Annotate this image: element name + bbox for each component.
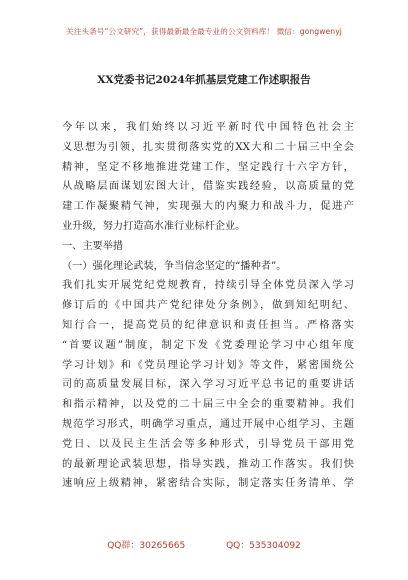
- header-banner: 关注头条号“公文研究”，获得最新最全最专业的公文资料库！ 微信：gongwenyj: [66, 27, 342, 36]
- body-line: 今年以来，我们始终以习近平新时代中国特色社会主: [62, 122, 354, 133]
- document-body: [62, 118, 354, 494]
- body-line: 和指示精神，以及党的二十届三中全会的重要精神。我们: [62, 399, 354, 411]
- body-line: “首要议题”制度，制定下发《党委理论学习中心组年度: [62, 339, 354, 351]
- body-line: 知行合一，提高党员的纪律意识和责任担当。严格落实: [62, 319, 354, 331]
- section-heading: 一、主要举措: [62, 240, 124, 252]
- body-line: 学习计划》和《党员理论学习计划》等文件，紧密围绕公: [62, 359, 354, 371]
- subsection-heading: （一）强化理论武装，争当信念坚定的“播种者”。: [62, 260, 287, 272]
- body-line: 修订后的《中国共产党纪律处分条例》，做到知纪明纪、: [62, 300, 354, 312]
- body-line: 业升级，努力打造高水准行业标杆企业。: [62, 220, 246, 232]
- body-line: 从战略层面谋划宏图大计，借鉴实践经验，以高质量的党: [62, 181, 354, 193]
- body-line: 义思想为引领，扎实贯彻落实党的XX大和二十届三中全会: [62, 141, 354, 153]
- footer-contact: [0, 538, 408, 551]
- body-line: 建工作凝聚精气神，实现强大的内聚力和战斗力，促进产: [62, 201, 354, 213]
- body-line: 规范学习形式，明确学习重点，通过开展中心组学习、主题: [62, 418, 354, 430]
- document-title: XX党委书记2024年抓基层党建工作述职报告: [97, 74, 311, 86]
- footer-qq-group: QQ群：30265665: [107, 541, 186, 551]
- body-line: 司的高质量发展目标，深入学习习近平总书记的重要讲话: [62, 379, 354, 391]
- body-line: 我们扎实开展党纪党规教育，持续引导全体党员深入学习: [62, 280, 354, 292]
- footer-qq: QQ：535304092: [226, 541, 301, 551]
- body-line: 党日、以及民主生活会等多种形式，引导党员干部用党: [62, 438, 354, 450]
- body-line: 速响应上级精神，紧密结合实际，制定落实任务清单、学: [62, 478, 354, 490]
- body-line: 的最新理论武装思想，指导实践，推动工作落实。我们快: [62, 458, 354, 470]
- body-line: 精神，坚定不移地推进党建工作，坚定践行十六字方针，: [62, 161, 354, 173]
